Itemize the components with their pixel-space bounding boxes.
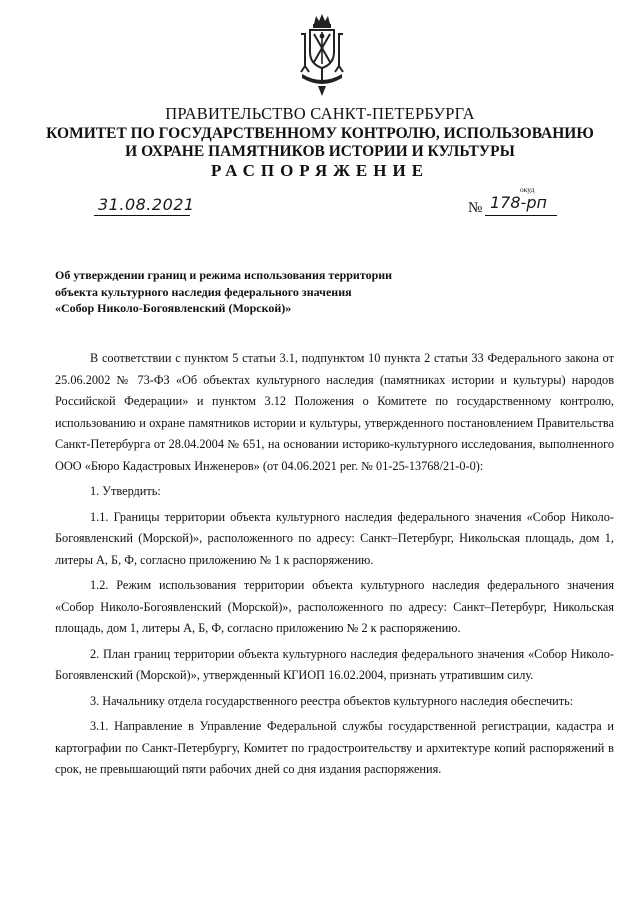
document-number: 178-рп xyxy=(490,193,547,212)
body-paragraph-3: 3. Начальнику отдела государственного реестра объектов культурного наследия обеспечить: xyxy=(90,693,574,708)
coat-of-arms-emblem xyxy=(296,12,348,98)
subject-line2: объекта культурного наследия федерального значения xyxy=(55,284,352,299)
number-sign: № xyxy=(468,200,483,216)
committee-name-line1: КОМИТЕТ ПО ГОСУДАРСТВЕННОМУ КОНТРОЛЮ, ИСПОЛЬЗОВАНИЮ xyxy=(46,125,594,142)
document-date: 31.08.2021 xyxy=(98,195,195,214)
committee-name xyxy=(0,125,640,161)
government-name: ПРАВИТЕЛЬСТВО САНКТ-ПЕТЕРБУРГА xyxy=(165,104,475,123)
subject-line3: «Собор Николо-Богоявленский (Морской)» xyxy=(55,301,292,315)
document-subject xyxy=(55,267,392,317)
body-paragraph-2: 2. План границ территории объекта культурного наследия федерального значения «Собор Николо-Богоявленский (Морской)», утвержденный КГИОП 16.02.2004, признать утратившим силу. xyxy=(55,646,614,682)
body-paragraph-preamble: В соответствии с пунктом 5 статьи 3.1, подпунктом 10 пункта 2 статьи 33 Федерального закона от 25.06.2002 № 73-ФЗ «Об объектах культурного наследия (памятниках истории и культуры) народов Российской Федерации» и пунктом 3.12 Положения о Комитете по государственному контролю, использованию и охране памятников истории и культуры, утвержденного постановлением Правительства Санкт-Петербурга от 28.04.2004 № 651, на основании историко-культурного исследования, выполненного ООО «Бюро Кадастровых Инженеров» (от 04.06.2021 рег. № 01-25-13768/21-0-0): xyxy=(55,351,614,473)
subject-line1: Об утверждении границ и режима использования территории xyxy=(55,268,393,282)
body-paragraph-1-2: 1.2. Режим использования территории объекта культурного наследия федерального значения «Собор Николо-Богоявленский (Морской)», расположенного по адресу: Санкт–Петербург, Никольская площадь, дом 1, литеры А, Б, Ф, согласно приложению № 2 к распоряжению. xyxy=(55,578,614,635)
okud-label: окуд xyxy=(520,185,535,194)
document-body xyxy=(55,348,614,785)
document-type: РАСПОРЯЖЕНИЕ xyxy=(210,161,430,180)
committee-name-line2: И ОХРАНЕ ПАМЯТНИКОВ ИСТОРИИ И КУЛЬТУРЫ xyxy=(125,143,515,160)
body-paragraph-1: 1. Утвердить: xyxy=(90,484,161,498)
body-paragraph-3-1: 3.1. Направление в Управление Федеральной службы государственной регистрации, кадастра и картографии по Санкт-Петербургу, Комитет по градостроительству и архитектуре копий распоряжений в срок, не превышающий пяти рабочих дней со дня издания распоряжения. xyxy=(55,719,614,776)
body-paragraph-1-1: 1.1. Границы территории объекта культурного наследия федерального значения «Собор Николо-Богоявленский (Морской)», расположенного по адресу: Санкт–Петербург, Никольская площадь, дом 1, литеры А, Б, Ф, согласно приложению № 1 к распоряжению. xyxy=(55,509,614,567)
